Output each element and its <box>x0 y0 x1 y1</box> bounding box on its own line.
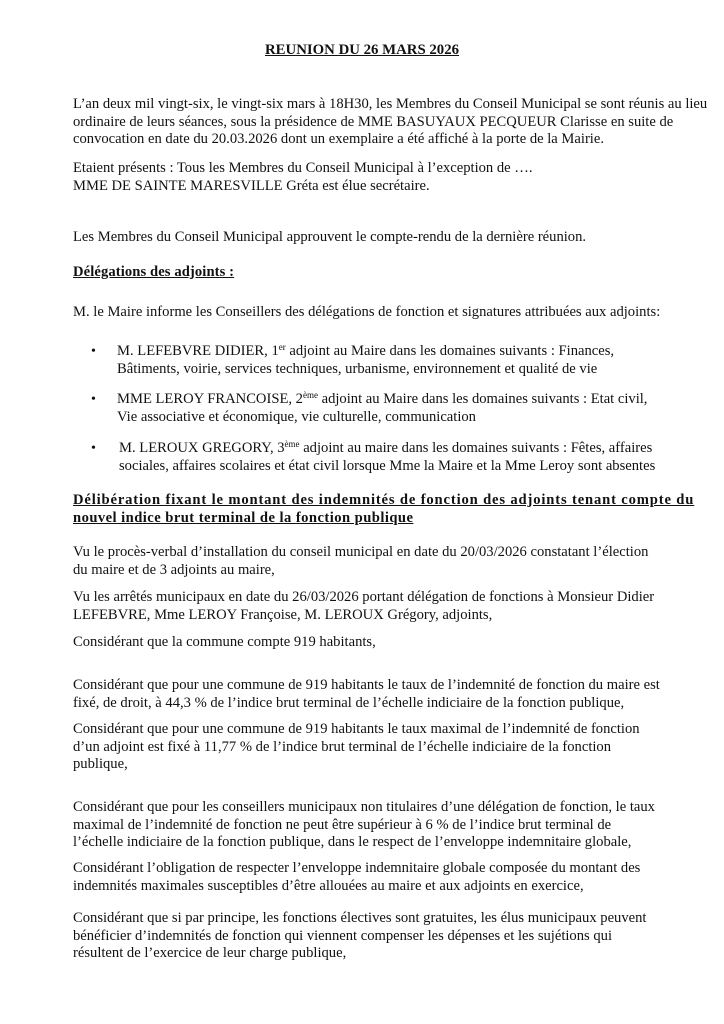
intro-line: L’an deux mil vingt-six, le vingt-six mars à 18H30, les Membres du Conseil Municipal se sont réunis au lieu <box>73 96 708 112</box>
paragraph-line: Considérant que pour les conseillers municipaux non titulaires d’une délégation de fonction, le taux <box>73 799 655 815</box>
adjoint-line-2: sociales, affaires scolaires et état civil lorsque Mme la Maire et la Mme Leroy sont absentes <box>119 457 656 474</box>
paragraph-arretes <box>73 589 713 624</box>
intro-paragraph <box>73 96 713 149</box>
adjoint-line-1 <box>117 343 614 361</box>
paragraph-pv-installation <box>73 544 713 579</box>
paragraph-line: Vu les arrêtés municipaux en date du 26/03/2026 portant délégation de fonctions à Monsieur Didier <box>73 589 655 605</box>
secretary-line: MME DE SAINTE MARESVILLE Gréta est élue secrétaire. <box>73 177 430 194</box>
intro-line: ordinaire de leurs séances, sous la présidence de MME BASUYAUX PECQUEUR Clarisse en suite de <box>73 113 674 130</box>
approval-paragraph <box>73 229 713 247</box>
page-title: REUNION DU 26 MARS 2026 <box>264 42 459 58</box>
adjoint-domains: adjoint au Maire dans les domaines suivants : Finances, <box>285 343 615 359</box>
paragraph-line: Considérant que pour une commune de 919 habitants le taux de l’indemnité de fonction du maire est <box>73 677 660 693</box>
paragraph-line: Vu le procès-verbal d’installation du conseil municipal en date du 20/03/2026 constatant l’élection <box>73 544 649 560</box>
paragraph-enveloppe <box>73 860 713 895</box>
deliberation-heading-line: nouvel indice brut terminal de la fonction publique <box>73 509 414 526</box>
presents-paragraph <box>73 160 713 195</box>
rank-suffix: ème <box>284 439 300 449</box>
paragraph-line: Considérant l’obligation de respecter l’enveloppe indemnitaire globale composée du montant des <box>73 860 641 876</box>
paragraph-line: résultent de l’exercice de leur charge publique, <box>73 945 347 962</box>
approval-line: Les Membres du Conseil Municipal approuvent le compte-rendu de la dernière réunion. <box>73 229 587 245</box>
rank-suffix: er <box>278 342 286 352</box>
paragraph-taux-adjoint <box>73 721 713 774</box>
paragraph-line: indemnités maximales susceptibles d’être allouées au maire et aux adjoints en exercice, <box>73 877 584 894</box>
paragraph-line: maximal de l’indemnité de fonction ne peut être supérieur à 6 % de l’indice brut terminal de <box>73 816 612 833</box>
adjoint-domains: adjoint au maire dans les domaines suivants : Fêtes, affaires <box>299 440 653 456</box>
paragraph-line: d’un adjoint est fixé à 11,77 % de l’indice brut terminal de l’échelle indiciaire de la fonction <box>73 738 612 755</box>
adjoint-line-1 <box>117 391 647 409</box>
paragraph-line: Considérant que pour une commune de 919 habitants le taux maximal de l’indemnité de fonction <box>73 721 640 737</box>
adjoint-name: M. LEFEBVRE DIDIER, 1 <box>117 343 279 359</box>
paragraph-line: LEFEBVRE, Mme LEROY Françoise, M. LEROUX Grégory, adjoints, <box>73 606 493 623</box>
delegations-heading-text: Délégations des adjoints : <box>73 264 235 280</box>
bullet-icon: • <box>91 344 96 359</box>
bullet-icon: • <box>91 392 96 407</box>
rank-suffix: ème <box>302 390 318 400</box>
deliberation-heading <box>73 492 713 527</box>
delegations-intro-text: M. le Maire informe les Conseillers des délégations de fonction et signatures attribuées aux adjoints: <box>73 304 661 320</box>
adjoint-name: M. LEROUX GREGORY, 3 <box>119 440 285 456</box>
adjoint-line-2: Vie associative et économique, vie culturelle, communication <box>117 408 476 425</box>
paragraph-line: du maire et de 3 adjoints au maire, <box>73 561 275 578</box>
paragraph-habitants <box>73 634 713 652</box>
presents-line: Etaient présents : Tous les Membres du Conseil Municipal à l’exception de …. <box>73 160 533 176</box>
adjoint-line-1 <box>119 440 655 458</box>
intro-line: convocation en date du 20.03.2026 dont un exemplaire a été affiché à la porte de la Mairie. <box>73 131 604 148</box>
delegations-heading <box>73 264 713 282</box>
paragraph-line: Considérant que si par principe, les fonctions électives sont gratuites, les élus municipaux peuvent <box>73 910 647 926</box>
adjoint-name: MME LEROY FRANCOISE, 2 <box>117 391 303 407</box>
deliberation-heading-line: Délibération fixant le montant des indemnités de fonction des adjoints tenant compte du <box>73 492 695 508</box>
adjoint-line-2: Bâtiments, voirie, services techniques, urbanisme, environnement et qualité de vie <box>117 360 598 377</box>
paragraph-taux-maire <box>73 677 713 712</box>
paragraph-gratuite <box>73 910 713 963</box>
delegations-intro <box>73 304 713 322</box>
paragraph-line: bénéficier d’indemnités de fonction qui viennent compenser les dépenses et les sujétions qui <box>73 927 613 944</box>
paragraph-line: publique, <box>73 756 128 773</box>
paragraph-line: l’échelle indiciaire de la fonction publique, dans le respect de l’enveloppe indemnitaire globale, <box>73 834 632 851</box>
adjoint-domains: adjoint au Maire dans les domaines suivants : Etat civil, <box>317 391 648 407</box>
bullet-icon: • <box>91 441 96 456</box>
paragraph-conseillers <box>73 799 713 852</box>
paragraph-line: Considérant que la commune compte 919 habitants, <box>73 634 376 650</box>
paragraph-line: fixé, de droit, à 44,3 % de l’indice brut terminal de l’échelle indiciaire de la fonction publique, <box>73 694 625 711</box>
